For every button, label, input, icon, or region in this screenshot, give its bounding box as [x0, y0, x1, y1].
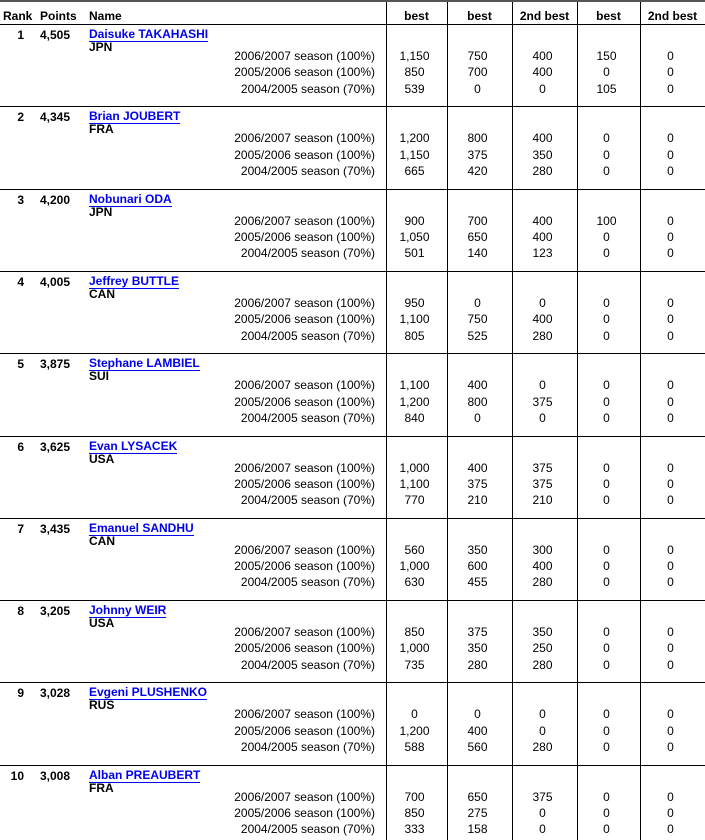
- score-cell: 400: [532, 312, 553, 327]
- score-cell: 350: [532, 625, 553, 640]
- score-cell: 375: [467, 625, 488, 640]
- header-divider: [0, 24, 705, 25]
- score-cell: 100: [596, 213, 617, 228]
- score-cell: 280: [532, 575, 553, 590]
- score-cell: 1,100: [399, 378, 430, 393]
- score-cell: 375: [532, 394, 553, 409]
- score-cell: 0: [539, 378, 546, 393]
- score-cell: 0: [667, 493, 674, 508]
- season-label: 2006/2007 season (100%): [234, 378, 375, 393]
- score-cell: 0: [603, 229, 610, 244]
- score-cell: 0: [667, 147, 674, 162]
- score-cell: 400: [467, 460, 488, 475]
- score-cell: 0: [539, 806, 546, 820]
- score-cell: 210: [467, 493, 488, 508]
- score-cell: 0: [667, 625, 674, 640]
- score-cell: 0: [667, 740, 674, 754]
- score-cell: 0: [539, 295, 546, 310]
- score-cell: 0: [474, 410, 481, 425]
- score-cell: 0: [667, 213, 674, 228]
- score-cell: 0: [474, 295, 481, 310]
- country-code: CAN: [89, 533, 115, 548]
- row-divider: [0, 271, 705, 272]
- score-cell: 0: [667, 806, 674, 820]
- score-cell: 560: [467, 740, 488, 754]
- score-cell: 950: [404, 295, 425, 310]
- rank-cell: 4: [17, 274, 24, 289]
- score-cell: 0: [667, 295, 674, 310]
- score-cell: 0: [667, 822, 674, 837]
- row-divider: [0, 353, 705, 354]
- score-cell: 400: [532, 65, 553, 80]
- season-label: 2004/2005 season (70%): [240, 246, 375, 261]
- points-cell: 4,005: [40, 274, 71, 289]
- score-cell: 0: [603, 542, 610, 557]
- score-cell: 0: [603, 707, 610, 722]
- score-cell: 0: [411, 707, 418, 722]
- score-cell: 0: [539, 822, 546, 837]
- score-cell: 1,200: [399, 131, 430, 146]
- rank-cell: 8: [17, 604, 24, 619]
- score-cell: 375: [467, 147, 488, 162]
- score-cell: 400: [532, 213, 553, 228]
- score-cell: 400: [532, 229, 553, 244]
- score-cell: 0: [539, 410, 546, 425]
- rank-cell: 10: [10, 768, 24, 783]
- score-cell: 375: [532, 460, 553, 475]
- score-cell: 0: [603, 559, 610, 574]
- season-label: 2006/2007 season (100%): [234, 707, 375, 722]
- score-cell: 0: [667, 163, 674, 178]
- score-cell: 280: [532, 328, 553, 343]
- season-label: 2005/2006 season (100%): [234, 65, 375, 80]
- skater-name-link[interactable]: Emanuel SANDHU: [89, 520, 194, 535]
- country-code: USA: [89, 616, 115, 631]
- header-col-3: 2nd best: [519, 9, 570, 23]
- skater-name-link[interactable]: Brian JOUBERT: [89, 109, 181, 124]
- row-divider: [0, 436, 705, 437]
- score-cell: 1,000: [399, 460, 430, 475]
- row-divider: [0, 600, 705, 601]
- top-border: [0, 0, 705, 2]
- season-label: 2005/2006 season (100%): [234, 394, 375, 409]
- score-cell: 0: [474, 81, 481, 96]
- score-cell: 1,100: [399, 476, 430, 491]
- score-cell: 275: [467, 806, 488, 820]
- score-cell: 0: [603, 460, 610, 475]
- season-label: 2004/2005 season (70%): [240, 740, 375, 754]
- score-cell: 0: [667, 723, 674, 738]
- score-cell: 350: [467, 641, 488, 656]
- points-cell: 4,200: [40, 192, 71, 207]
- score-cell: 0: [667, 789, 674, 804]
- score-cell: 0: [667, 460, 674, 475]
- score-cell: 805: [404, 328, 425, 343]
- score-cell: 150: [596, 49, 617, 63]
- season-label: 2004/2005 season (70%): [240, 328, 375, 343]
- score-cell: 1,150: [399, 49, 430, 63]
- score-cell: 0: [603, 822, 610, 837]
- country-code: FRA: [89, 122, 114, 137]
- season-label: 2005/2006 season (100%): [234, 641, 375, 656]
- points-cell: 3,435: [40, 521, 71, 536]
- score-cell: 1,000: [399, 559, 430, 574]
- season-label: 2005/2006 season (100%): [234, 806, 375, 820]
- season-label: 2005/2006 season (100%): [234, 723, 375, 738]
- score-cell: 800: [467, 131, 488, 146]
- score-cell: 280: [532, 657, 553, 672]
- row-divider: [0, 189, 705, 190]
- score-cell: 0: [603, 723, 610, 738]
- score-cell: 158: [467, 822, 488, 837]
- score-cell: 665: [404, 163, 425, 178]
- score-cell: 501: [404, 246, 425, 261]
- season-label: 2004/2005 season (70%): [240, 163, 375, 178]
- season-label: 2005/2006 season (100%): [234, 312, 375, 327]
- season-label: 2004/2005 season (70%): [240, 410, 375, 425]
- score-cell: 560: [404, 542, 425, 557]
- season-label: 2006/2007 season (100%): [234, 295, 375, 310]
- row-divider: [0, 518, 705, 519]
- score-cell: 375: [532, 789, 553, 804]
- season-label: 2004/2005 season (70%): [240, 81, 375, 96]
- score-cell: 0: [539, 723, 546, 738]
- score-cell: 350: [532, 147, 553, 162]
- season-label: 2005/2006 season (100%): [234, 147, 375, 162]
- score-cell: 333: [404, 822, 425, 837]
- header-rank: Rank: [3, 9, 33, 23]
- score-cell: 0: [603, 740, 610, 754]
- score-cell: 1,000: [399, 641, 430, 656]
- score-cell: 400: [532, 559, 553, 574]
- score-cell: 0: [603, 410, 610, 425]
- rank-cell: 9: [17, 686, 24, 701]
- score-cell: 600: [467, 559, 488, 574]
- header-col-2: best: [467, 9, 492, 23]
- score-cell: 0: [603, 789, 610, 804]
- score-cell: 0: [603, 394, 610, 409]
- score-cell: 0: [539, 81, 546, 96]
- rank-cell: 6: [17, 439, 24, 454]
- header-points: Points: [40, 9, 77, 23]
- score-cell: 0: [667, 641, 674, 656]
- score-cell: 0: [603, 806, 610, 820]
- score-cell: 400: [532, 49, 553, 63]
- score-cell: 1,100: [399, 312, 430, 327]
- header-col-5: 2nd best: [647, 9, 698, 23]
- score-cell: 770: [404, 493, 425, 508]
- skater-name-link[interactable]: Evgeni PLUSHENKO: [89, 685, 208, 700]
- score-cell: 0: [603, 641, 610, 656]
- score-cell: 700: [467, 65, 488, 80]
- score-cell: 420: [467, 163, 488, 178]
- country-code: SUI: [89, 369, 110, 384]
- header-name: Name: [89, 9, 122, 23]
- score-cell: 0: [603, 65, 610, 80]
- season-label: 2004/2005 season (70%): [240, 822, 375, 837]
- score-cell: 400: [467, 378, 488, 393]
- score-cell: 0: [667, 378, 674, 393]
- score-cell: 0: [603, 575, 610, 590]
- score-cell: 280: [532, 163, 553, 178]
- season-label: 2004/2005 season (70%): [240, 493, 375, 508]
- score-cell: 0: [603, 163, 610, 178]
- score-cell: 0: [667, 410, 674, 425]
- score-cell: 0: [603, 625, 610, 640]
- score-cell: 850: [404, 625, 425, 640]
- score-cell: 735: [404, 657, 425, 672]
- score-cell: 0: [667, 394, 674, 409]
- score-cell: 0: [603, 147, 610, 162]
- score-cell: 400: [467, 723, 488, 738]
- score-cell: 0: [667, 707, 674, 722]
- season-label: 2006/2007 season (100%): [234, 213, 375, 228]
- points-cell: 3,028: [40, 686, 71, 701]
- score-cell: 850: [404, 806, 425, 820]
- country-code: JPN: [89, 40, 113, 54]
- season-label: 2006/2007 season (100%): [234, 542, 375, 557]
- score-cell: 1,200: [399, 394, 430, 409]
- score-cell: 0: [474, 707, 481, 722]
- score-cell: 280: [467, 657, 488, 672]
- rank-cell: 1: [17, 28, 24, 42]
- score-cell: 0: [667, 575, 674, 590]
- score-cell: 123: [532, 246, 553, 261]
- score-cell: 0: [603, 328, 610, 343]
- score-cell: 750: [467, 49, 488, 63]
- score-cell: 840: [404, 410, 425, 425]
- score-cell: 700: [404, 789, 425, 804]
- points-cell: 3,008: [40, 768, 71, 783]
- country-code: JPN: [89, 204, 113, 219]
- score-cell: 0: [603, 493, 610, 508]
- score-cell: 375: [467, 476, 488, 491]
- score-cell: 850: [404, 65, 425, 80]
- score-cell: 750: [467, 312, 488, 327]
- score-cell: 1,050: [399, 229, 430, 244]
- season-label: 2006/2007 season (100%): [234, 625, 375, 640]
- score-cell: 650: [467, 789, 488, 804]
- row-divider: [0, 765, 705, 766]
- score-cell: 0: [667, 49, 674, 63]
- points-cell: 4,345: [40, 110, 71, 125]
- season-label: 2004/2005 season (70%): [240, 575, 375, 590]
- season-label: 2005/2006 season (100%): [234, 229, 375, 244]
- score-cell: 525: [467, 328, 488, 343]
- score-cell: 300: [532, 542, 553, 557]
- score-cell: 250: [532, 641, 553, 656]
- country-code: FRA: [89, 780, 114, 795]
- score-cell: 0: [603, 131, 610, 146]
- score-cell: 650: [467, 229, 488, 244]
- score-cell: 105: [596, 81, 617, 96]
- skater-name-link[interactable]: Stephane LAMBIEL: [89, 356, 200, 371]
- points-cell: 4,505: [40, 28, 71, 42]
- country-code: RUS: [89, 698, 115, 713]
- score-cell: 1,200: [399, 723, 430, 738]
- score-cell: 0: [667, 657, 674, 672]
- score-cell: 0: [603, 295, 610, 310]
- skater-name-link[interactable]: Johnny WEIR: [89, 603, 167, 618]
- rank-cell: 2: [17, 110, 24, 125]
- score-cell: 0: [667, 131, 674, 146]
- header-col-4: best: [596, 9, 621, 23]
- score-cell: 700: [467, 213, 488, 228]
- score-cell: 0: [667, 246, 674, 261]
- score-cell: 350: [467, 542, 488, 557]
- country-code: USA: [89, 451, 115, 466]
- score-cell: 280: [532, 740, 553, 754]
- score-cell: 0: [667, 81, 674, 96]
- score-cell: 588: [404, 740, 425, 754]
- country-code: CAN: [89, 286, 115, 301]
- score-cell: 0: [603, 246, 610, 261]
- score-cell: 400: [532, 131, 553, 146]
- score-cell: 0: [603, 657, 610, 672]
- score-cell: 630: [404, 575, 425, 590]
- score-cell: 0: [667, 328, 674, 343]
- season-label: 2006/2007 season (100%): [234, 789, 375, 804]
- score-cell: 0: [667, 476, 674, 491]
- season-label: 2005/2006 season (100%): [234, 559, 375, 574]
- score-cell: 900: [404, 213, 425, 228]
- score-cell: 0: [667, 312, 674, 327]
- skater-name-link[interactable]: Daisuke TAKAHASHI: [89, 27, 209, 41]
- season-label: 2006/2007 season (100%): [234, 131, 375, 146]
- score-cell: 0: [667, 229, 674, 244]
- score-cell: 800: [467, 394, 488, 409]
- skater-name-link[interactable]: Evan LYSACEK: [89, 438, 178, 453]
- score-cell: 0: [667, 559, 674, 574]
- row-divider: [0, 106, 705, 107]
- points-cell: 3,625: [40, 439, 71, 454]
- score-cell: 1,150: [399, 147, 430, 162]
- points-cell: 3,205: [40, 604, 71, 619]
- score-cell: 375: [532, 476, 553, 491]
- score-cell: 0: [603, 312, 610, 327]
- score-cell: 140: [467, 246, 488, 261]
- score-cell: 0: [667, 542, 674, 557]
- rank-cell: 7: [17, 521, 24, 536]
- rank-cell: 3: [17, 192, 24, 207]
- season-label: 2005/2006 season (100%): [234, 476, 375, 491]
- rank-cell: 5: [17, 357, 24, 372]
- score-cell: 210: [532, 493, 553, 508]
- skater-name-link[interactable]: Jeffrey BUTTLE: [89, 273, 180, 288]
- row-divider: [0, 682, 705, 683]
- score-cell: 0: [667, 65, 674, 80]
- score-cell: 0: [539, 707, 546, 722]
- score-cell: 0: [603, 476, 610, 491]
- score-cell: 539: [404, 81, 425, 96]
- season-label: 2006/2007 season (100%): [234, 460, 375, 475]
- score-cell: 455: [467, 575, 488, 590]
- season-label: 2006/2007 season (100%): [234, 49, 375, 63]
- skater-name-link[interactable]: Nobunari ODA: [89, 191, 172, 206]
- season-label: 2004/2005 season (70%): [240, 657, 375, 672]
- score-cell: 0: [603, 378, 610, 393]
- header-col-1: best: [404, 9, 429, 23]
- points-cell: 3,875: [40, 357, 71, 372]
- skater-name-link[interactable]: Alban PREAUBERT: [89, 767, 201, 782]
